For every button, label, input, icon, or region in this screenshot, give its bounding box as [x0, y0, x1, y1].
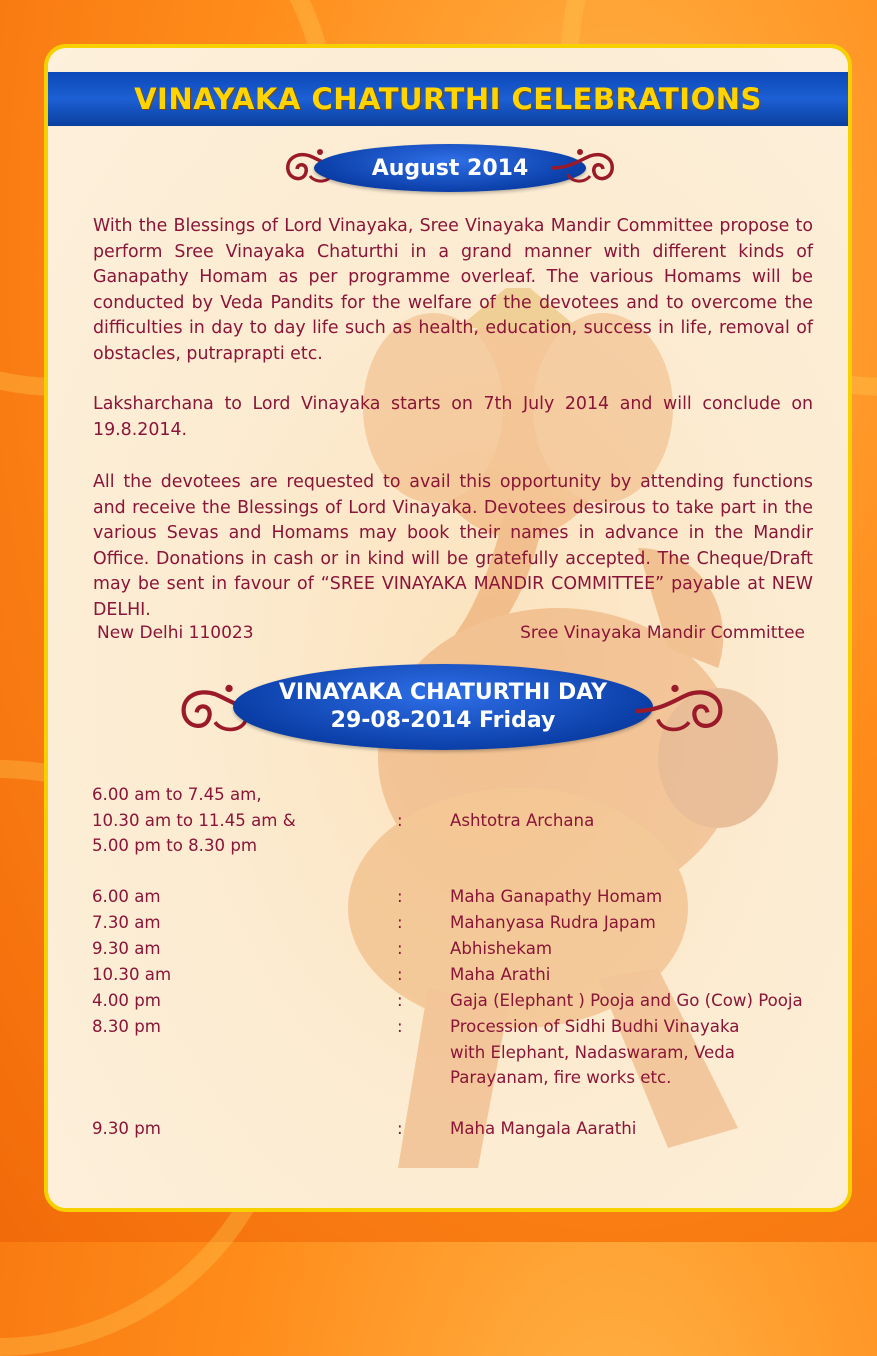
- month-badge: [314, 144, 586, 192]
- flyer-card: [44, 44, 852, 1212]
- schedule-separator: :: [397, 965, 403, 984]
- page-title: VINAYAKA CHATURTHI CELEBRATIONS: [134, 82, 762, 116]
- schedule-separator: :: [397, 939, 403, 958]
- schedule-time: 4.00 pm: [92, 991, 161, 1010]
- signature-org: Sree Vinayaka Mandir Committee: [520, 623, 805, 643]
- schedule-time: 6.00 am: [92, 887, 161, 906]
- schedule-separator: :: [397, 810, 403, 830]
- title-banner: [48, 72, 848, 126]
- schedule-event: Maha Ganapathy Homam: [450, 887, 663, 906]
- schedule-time: 6.00 am to 7.45 am, 10.30 am to 11.45 am & 5.00 pm to 8.30 pm: [92, 785, 296, 856]
- intro-paragraph-3: All the devotees are requested to avail this opportunity by attending functions and receive the Blessings of Lord Vinayaka. Devotees desirous to take part in the various Sevas and Homams may book their names in advance in the Mandir Office. Donations in cash or in kind will be gratefully accepted. The Cheque/Draft may be sent in favour of “SREE VINAYAKA MANDIR COMMITTEE” payable at NEW DELHI.: [93, 472, 813, 620]
- schedule-event: Mahanyasa Rudra Japam: [450, 913, 656, 932]
- schedule-time: 10.30 am: [92, 965, 172, 984]
- schedule-separator: :: [397, 1119, 403, 1138]
- schedule-time: 9.30 am: [92, 939, 161, 958]
- right-scroll-ornament: [550, 146, 620, 190]
- schedule-time: 7.30 am: [92, 913, 161, 932]
- schedule-time: 9.30 pm: [92, 1119, 161, 1138]
- day-badge: [233, 664, 653, 750]
- schedule-event: Ashtotra Archana: [450, 810, 595, 830]
- signature-place: New Delhi 110023: [97, 623, 254, 643]
- schedule-event: Gaja (Elephant ) Pooja and Go (Cow) Pooja: [450, 991, 803, 1010]
- schedule-event: Maha Mangala Aarathi: [450, 1119, 637, 1138]
- schedule-event: Maha Arathi: [450, 965, 551, 984]
- schedule-event: Procession of Sidhi Budhi Vinayaka with Elephant, Nadaswaram, Veda Parayanam, fire works etc.: [450, 1017, 740, 1088]
- schedule-event: Abhishekam: [450, 939, 553, 958]
- schedule-separator: :: [397, 887, 403, 906]
- schedule-separator: :: [397, 1017, 403, 1036]
- intro-paragraph-1: With the Blessings of Lord Vinayaka, Sree Vinayaka Mandir Committee propose to perform Sree Vinayaka Chaturthi in a grand manner with different kinds of Ganapathy Homam as per programme overleaf. The various Homams will be conducted by Veda Pandits for the welfare of the devotees and to overcome the difficulties in day to day life such as health, education, success in life, removal of obstacles, putraprapti etc.: [93, 216, 813, 364]
- schedule-separator: :: [397, 913, 403, 932]
- schedule-separator: :: [397, 991, 403, 1010]
- schedule-time: 8.30 pm: [92, 1017, 161, 1036]
- day-badge-date: 29-08-2014 Friday: [330, 708, 556, 733]
- day-badge-title: VINAYAKA CHATURTHI DAY: [278, 680, 608, 705]
- intro-paragraph-2: Laksharchana to Lord Vinayaka starts on 7th July 2014 and will conclude on 19.8.2014.: [93, 394, 813, 440]
- right-scroll-ornament: [632, 680, 732, 742]
- month-badge-label: August 2014: [371, 155, 529, 181]
